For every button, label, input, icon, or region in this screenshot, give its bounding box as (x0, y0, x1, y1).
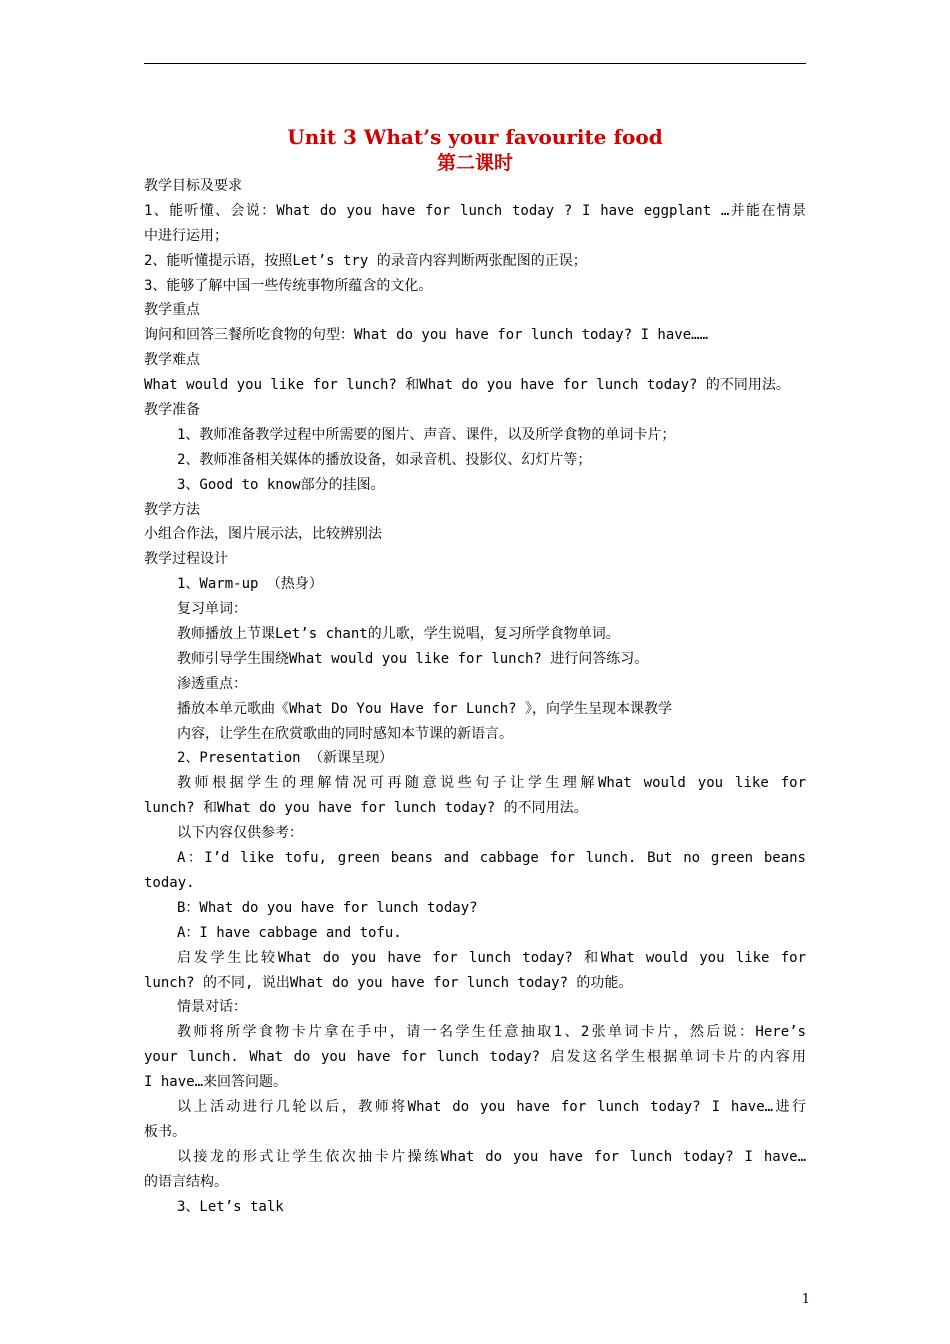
title-english: Unit 3 What’s your favourite food (287, 125, 663, 149)
text-line: 3、能够了解中国一些传统事物所蕴含的文化。 (144, 277, 433, 294)
header-rule (144, 63, 806, 64)
text-line: 2、教师准备相关媒体的播放设备，如录音机、投影仪、幻灯片等； (177, 451, 592, 468)
text-line: 2、能听懂提示语，按照Let’s try 的录音内容判断两张配图的正误； (144, 252, 587, 269)
text-line: 3、Good to know部分的挂图。 (177, 476, 385, 493)
text-line: 播放本单元歌曲《What Do You Have for Lunch? 》，向学生呈现本课教学 (177, 700, 673, 717)
text-line: A：I’d like tofu, green beans and cabbage for lunch. But no green beans (177, 850, 806, 867)
text-line: 以下内容仅供参考： (177, 825, 303, 842)
text-line: 1、Warm-up （热身） (177, 576, 323, 593)
text-line: 以上活动进行几轮以后，教师将What do you have for lunch today? I have…进行 (177, 1098, 806, 1115)
text-line: 询问和回答三餐所吃食物的句型：What do you have for lunch today? I have…… (144, 327, 709, 344)
text-line: 教学目标及要求 (144, 178, 242, 194)
document-title (144, 124, 806, 176)
document-body (144, 174, 806, 1219)
text-line: your lunch. What do you have for lunch today? 启发这名学生根据单词卡片的内容用 (144, 1049, 806, 1066)
text-line: 教师根据学生的理解情况可再随意说些句子让学生理解What would you like for (177, 775, 806, 792)
text-line: lunch? 的不同, 说出What do you have for lunch today? 的功能。 (144, 974, 633, 991)
text-line: 1、教师准备教学过程中所需要的图片、声音、课件，以及所学食物的单词卡片； (177, 426, 676, 443)
text-line: 小组合作法，图片展示法，比较辨别法 (144, 526, 382, 543)
text-line: 教学难点 (144, 352, 200, 369)
text-line: lunch? 和What do you have for lunch today? 的不同用法。 (144, 800, 588, 817)
text-line: 教师引导学生围绕What would you like for lunch? 进行问答练习。 (177, 650, 649, 667)
text-line: 教师播放上节课Let’s chant的儿歌，学生说唱，复习所学食物单词。 (177, 626, 620, 643)
title-chinese: 第二课时 (436, 152, 513, 174)
text-line: 中进行运用； (144, 227, 228, 244)
text-line: 3、Let’s talk (177, 1198, 284, 1215)
text-line: 教学重点 (144, 302, 200, 319)
text-line: today. (144, 874, 195, 891)
text-line: 内容，让学生在欣赏歌曲的同时感知本节课的新语言。 (177, 725, 513, 742)
text-line: 教学准备 (144, 402, 200, 419)
text-line: 教学方法 (144, 501, 200, 518)
text-line: 1、能听懂、会说：What do you have for lunch today ? I have eggplant …并能在情景 (144, 202, 806, 219)
text-line: 板书。 (144, 1123, 186, 1140)
text-line: 的语言结构。 (144, 1173, 228, 1190)
text-line: A：I have cabbage and tofu. (177, 924, 402, 941)
text-line: 渗透重点： (177, 675, 247, 692)
text-line: I have…来回答问题。 (144, 1074, 288, 1091)
text-line: 2、Presentation （新课呈现） (177, 750, 394, 767)
text-line: 以接龙的形式让学生依次抽卡片操练What do you have for lunch today? I have… (177, 1148, 806, 1165)
text-line: 教师将所学食物卡片拿在手中，请一名学生任意抽取1、2张单词卡片，然后说：Here’s (177, 1024, 806, 1041)
text-line: 复习单词： (177, 601, 247, 618)
text-line: 情景对话： (177, 999, 247, 1016)
text-line: 教学过程设计 (144, 551, 228, 568)
text-line: B：What do you have for lunch today? (177, 899, 478, 916)
text-line: What would you like for lunch? 和What do you have for lunch today? 的不同用法。 (144, 377, 790, 394)
text-line: 启发学生比较What do you have for lunch today? 和What would you like for (177, 949, 806, 966)
page-number: 1 (801, 1292, 810, 1307)
